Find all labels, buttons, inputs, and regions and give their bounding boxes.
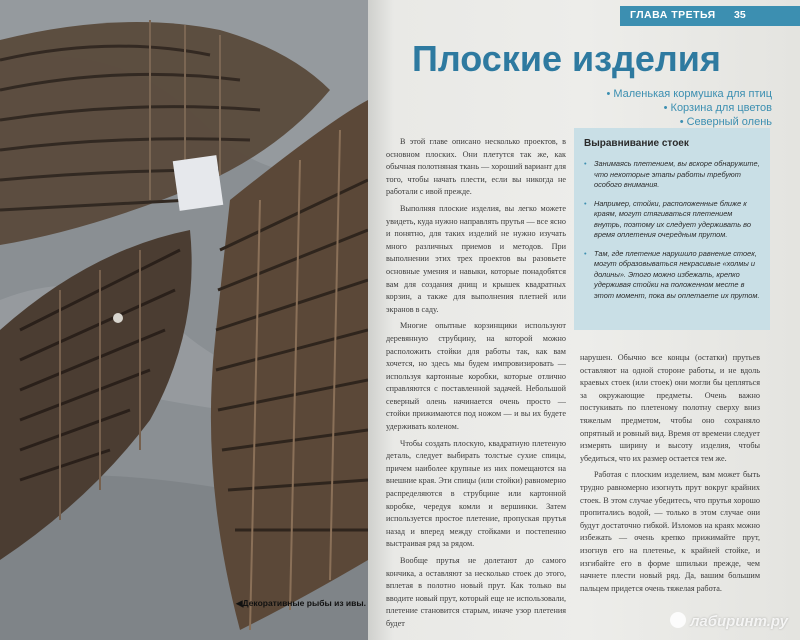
projects-list xyxy=(607,87,773,129)
paragraph: В этой главе описано несколько проектов, в основном плоских. Они плетутся так же, как обычная полотняная ткань — хороший вариант для того, чтобы начать плести, если вы никогда не работали с ивой прежде. xyxy=(386,137,566,197)
tip-item: • Занимаясь плетением, вы вскоре обнаружите, что некоторые этапы работы требуют особого внимания. xyxy=(584,159,760,191)
page-title: Плоские изделия xyxy=(412,38,721,79)
tip-box xyxy=(574,128,770,330)
paragraph: нарушен. Обычно все концы (остатки) прутьев оставляют на одной стороне работы, и не вдоль краевых стоек (или стоек) они могли бы цепляться за окружающие предметы. Очень важно постукивать по плетеному полотну сверху вниз тяжелым предметом, чтобы оно сохраняло опрятный и ровный вид. Время от времени следует измерять ширину и высоту изделия, чтобы убедиться, что их размер остается тем же. xyxy=(580,353,760,463)
body-column-right xyxy=(580,352,760,599)
paragraph: Работая с плоским изделием, вам может быть трудно равномерно изогнуть прут вокруг крайних стоек. В этом случае убедитесь, что прутья хорошо пропитались водой, — только в этом случае они будут достаточно гибкой. Изломов на краях можно избежать — очень крепко прижимайте прут, изогнув его на плетенье, к крайней стойке, и изгибайте его в форме шпильки прежде, чем начнете плести новый ряд. Да, вашим большим пальцем придется очень тяжелая работа. xyxy=(580,470,760,593)
project-item: • Маленькая кормушка для птиц xyxy=(606,88,772,100)
photo-caption: ◀Декоративные рыбы из ивы. xyxy=(236,598,366,608)
watermark: лабиринт.ру xyxy=(670,612,788,630)
paragraph: Многие опытные корзинщики используют деревянную струбцину, на которой можно расположить стойки для работы так, как вам хочется, но здесь мы будем импровизировать — используя картонные коробки, которые отлично справляются с поставленной задачей. Небольшой северный олень начинается очень просто — стойки прижимаются под ножом — и вы их будете удерживать коленом. xyxy=(386,321,566,432)
tip-item: • Там, где плетение нарушило равнение стоек, могут образовываться некрасивые «холмы и долины». Этого можно избежать, крепко удерживая стойки на положенном месте в этот момент, пока вы оплетаете их прутом. xyxy=(584,249,760,302)
text-page xyxy=(368,0,800,640)
page-number: 35 xyxy=(734,9,746,21)
project-item: • Корзина для цветов xyxy=(663,102,772,114)
body-column-left xyxy=(386,136,566,635)
labyrinth-logo-icon xyxy=(670,612,686,628)
paper-tag xyxy=(173,155,224,211)
photo-page xyxy=(0,0,368,640)
paragraph: Чтобы создать плоскую, квадратную плетеную деталь, следует выбирать толстые сухие спицы, причем наиболее крупные из них помещаются на внешние края. Эти спицы (или стойки) равномерно распределяются в струбцине или картонной коробке, чередуя комли и вершинки. Затем используется простое плетение, пропуская прутья назад и вперед между стойками и постепенно выстраивая ряд за рядом. xyxy=(386,438,566,549)
tip-item: • Например, стойки, расположенные ближе к краям, могут стягиваться плетением внутрь, поэтому их следует удерживать во время оплетения очередным прутом. xyxy=(584,199,760,241)
willow-fish-photo xyxy=(0,0,368,640)
paragraph: Выполняя плоские изделия, вы легко можете увидеть, куда нужно направлять прутья — все ясно и понятно, для таких изделий не нужно изучать много различных приемов и методов. При выполнении этих трех проектов вы разовьете основные умения и навыки, которые понадобятся вам для создания днищ и крышек квадратных корзин, а также для выполнения плетней или экранов в саду. xyxy=(386,203,566,314)
paragraph: Вообще прутья не долетают до самого кончика, а оставляют за несколько стоек до этого, вплетая в полотно новый прут. Как только вы вводите новый прут, который еще не использовали, плетение становится старым, иначе узор плетения будет xyxy=(386,556,566,628)
tip-box-title: Выравнивание стоек xyxy=(584,138,689,149)
chapter-label: ГЛАВА ТРЕТЬЯ xyxy=(630,9,716,21)
project-item: • Северный олень xyxy=(679,116,772,128)
